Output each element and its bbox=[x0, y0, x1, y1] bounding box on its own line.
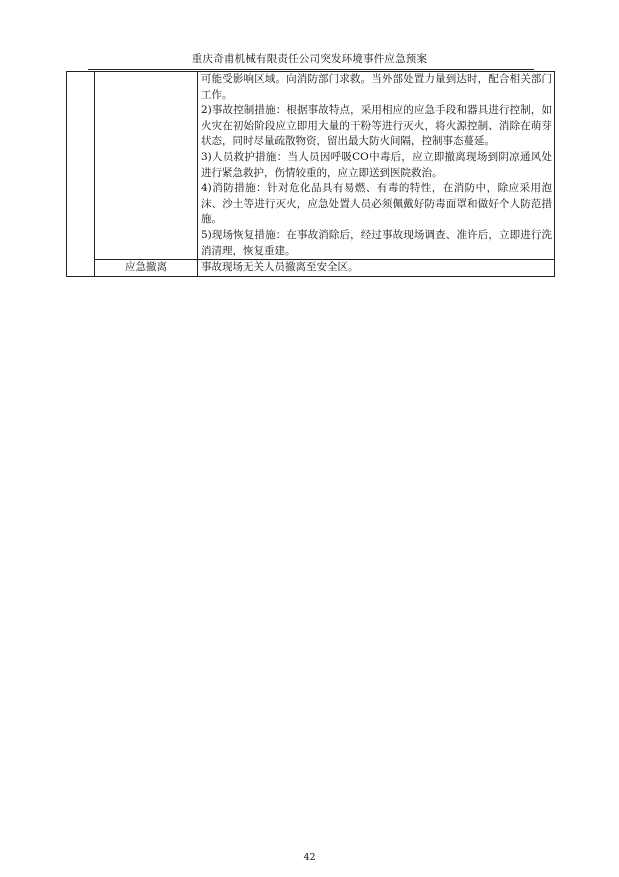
table-cell-label bbox=[95, 72, 198, 260]
table-cell-content: 事故现场无关人员撤离至安全区。 bbox=[198, 260, 555, 277]
measure-paragraph: 可能受影响区域。向消防部门求救。当外部处置力量到达时，配合相关部门工作。 bbox=[201, 73, 552, 101]
table-cell-category bbox=[67, 72, 95, 277]
measure-paragraph: 5)现场恢复措施：在事故消除后，经过事故现场调查、准许后，立即进行洗消清理，恢复重建。 bbox=[201, 228, 552, 257]
page-header-title: 重庆奇甫机械有限责任公司突发环境事件应急预案 bbox=[191, 53, 428, 65]
measure-paragraph: 4)消防措施：针对危化品具有易燃、有毒的特性，在消防中，除应采用泡沫、沙土等进行灭火，应急处置人员必须佩戴好防毒面罩和做好个人防范措施。 bbox=[201, 182, 552, 226]
table-cell-content bbox=[198, 72, 555, 260]
table-row bbox=[67, 72, 555, 260]
measure-paragraph: 2)事故控制措施：根据事故特点，采用相应的应急手段和器具进行控制，如火灾在初始阶段应立即用大量的干粉等进行灭火，将火源控制、消除在萌芽状态，同时尽量疏散物资，留出最大防火间隔，控制事态蔓延。 bbox=[201, 104, 552, 148]
page-number: 42 bbox=[303, 852, 316, 863]
table-row bbox=[67, 260, 555, 277]
table-cell-label: 应急撤离 bbox=[95, 260, 198, 277]
header-divider bbox=[88, 69, 534, 70]
measure-paragraph: 3)人员救护措施：当人员因呼吸CO中毒后，应立即撤离现场到阴凉通风处进行紧急救护，伤情较重的，应立即送到医院救治。 bbox=[201, 150, 552, 179]
emergency-measures-table bbox=[66, 71, 555, 277]
